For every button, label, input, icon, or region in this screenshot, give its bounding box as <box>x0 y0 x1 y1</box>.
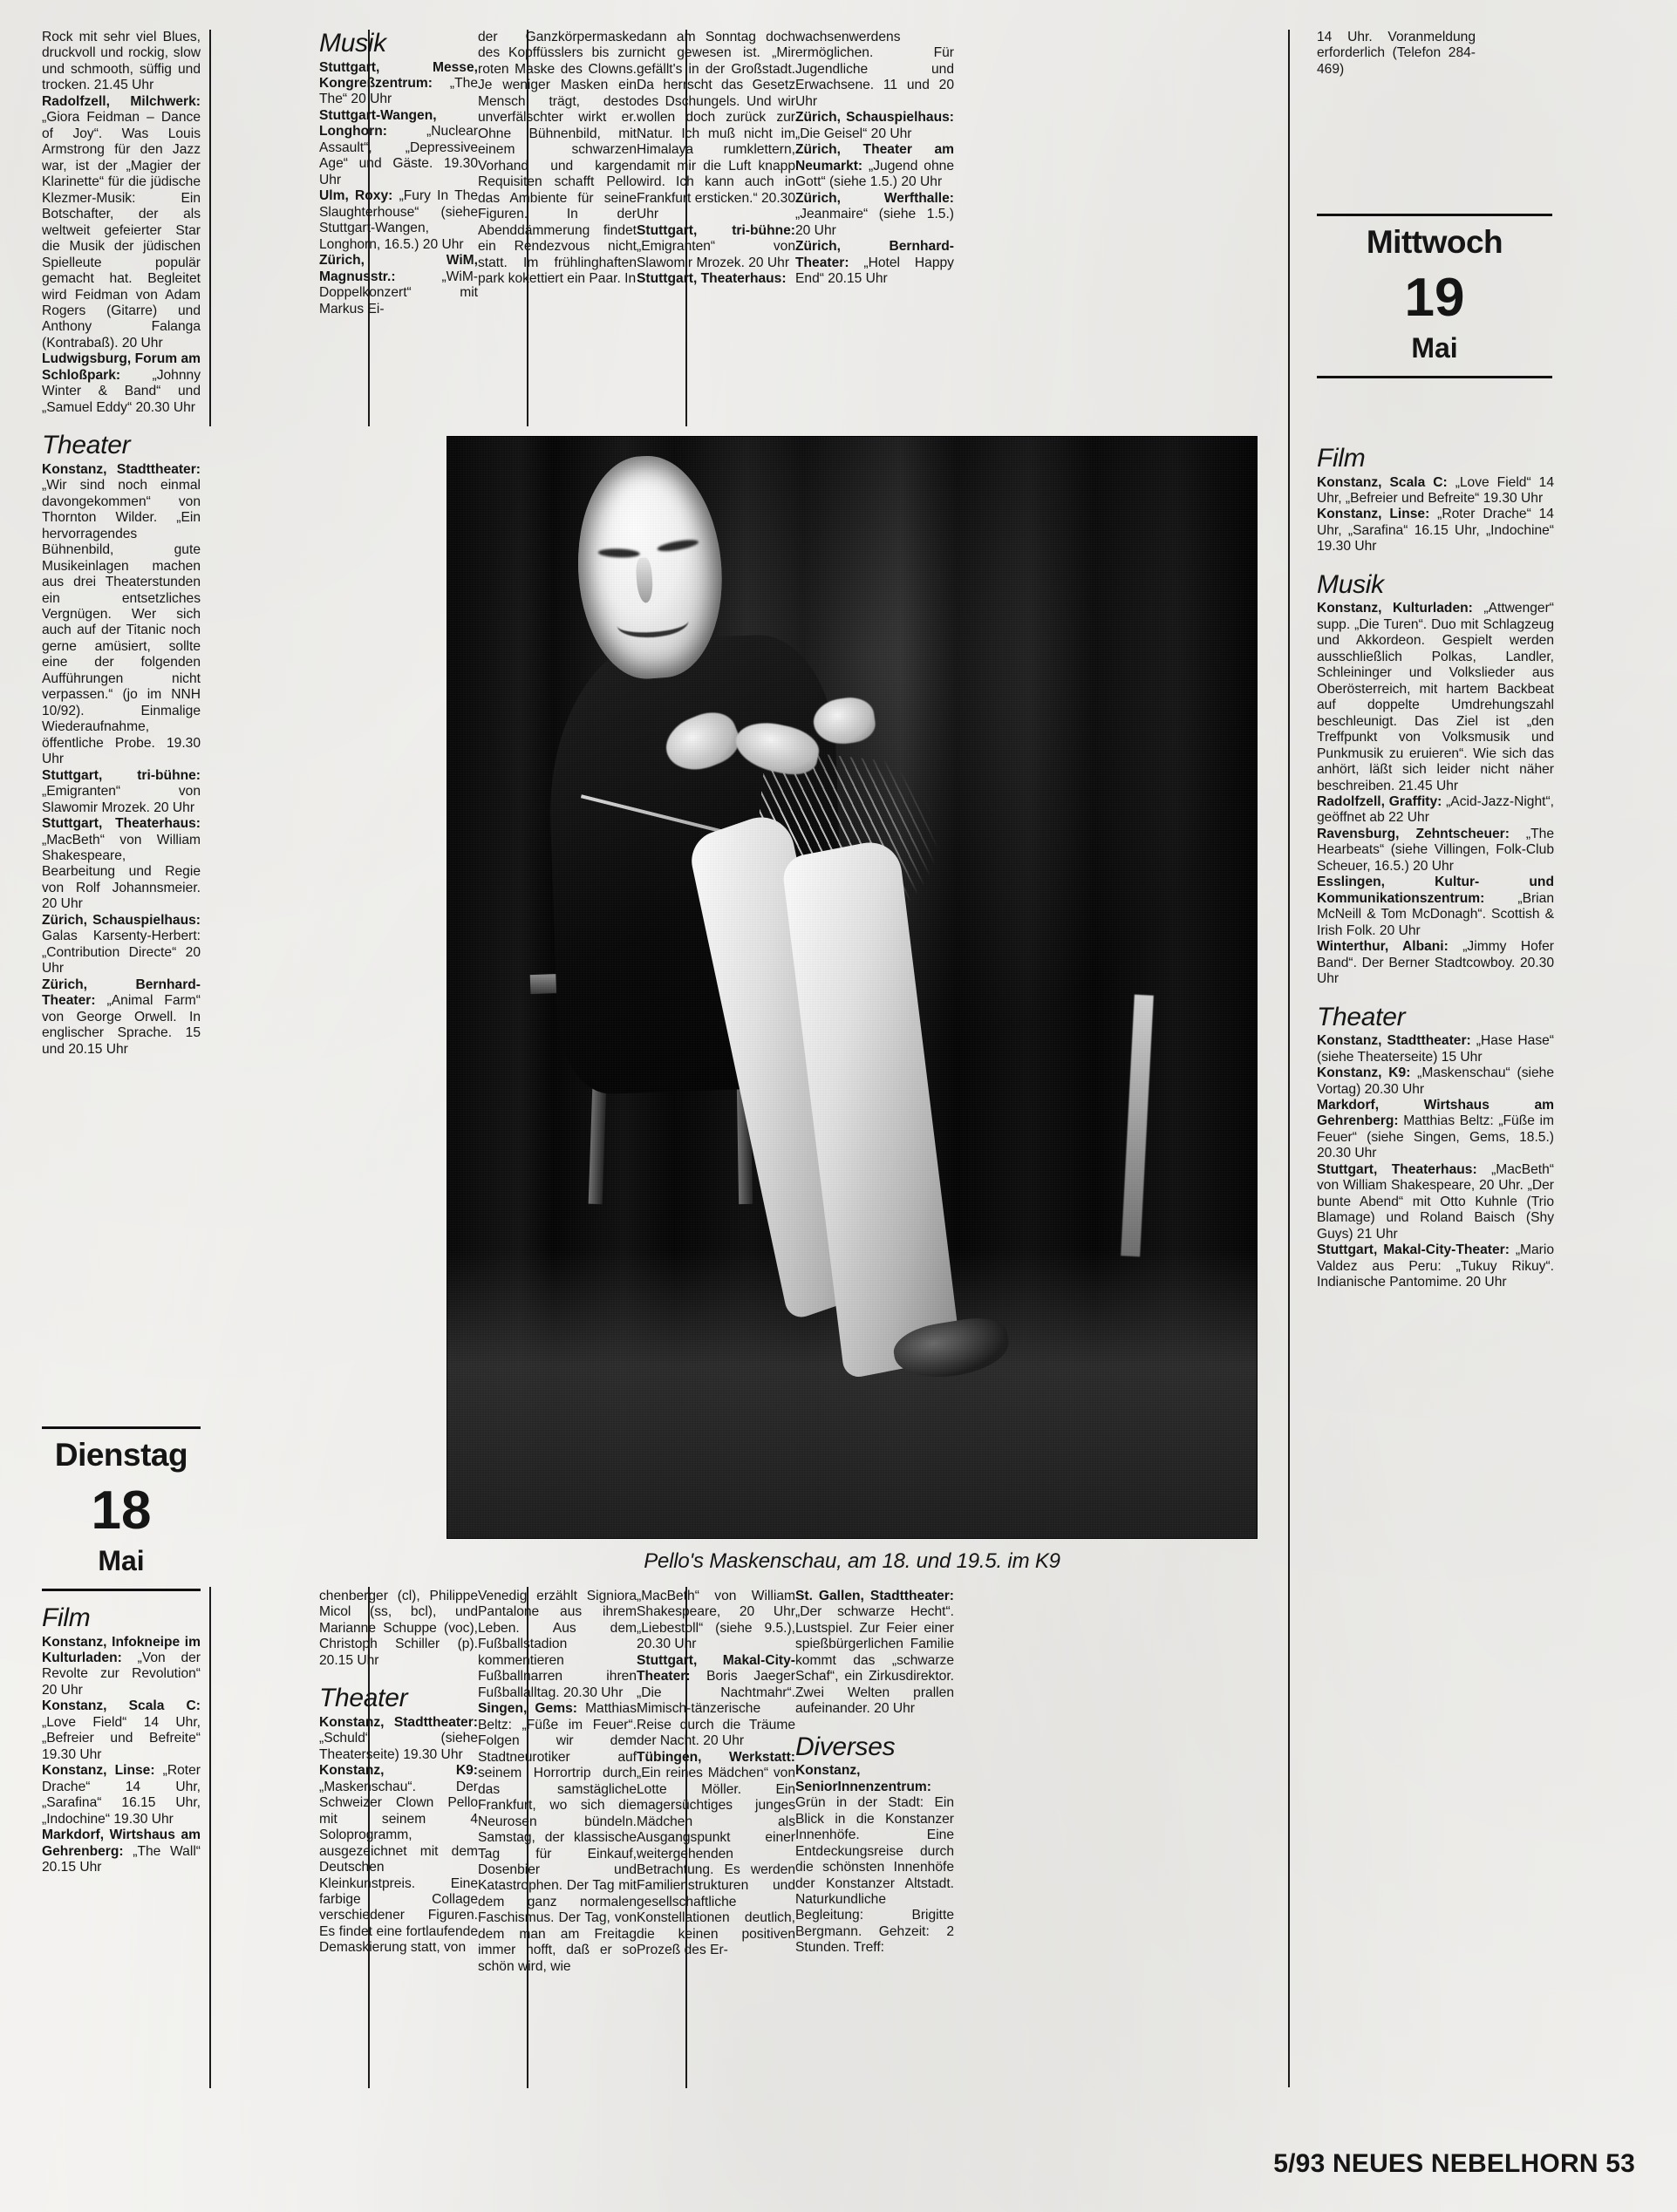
date-day-number: 19 <box>1404 267 1465 328</box>
entry-text: „Roter Drache“ 14 Uhr, „Sarafina“ 16.15 Uhr, „Indochine“ 19.30 Uhr <box>1317 507 1554 555</box>
entry-text: „The The“ 20 Uhr <box>319 75 478 107</box>
entry-text: „Fury In The Slaughterhouse“ (siehe Stuttgart-Wangen, Longhorn, 16.5.) 20 Uhr <box>319 188 478 252</box>
entry-text: Galas Karsenty-Herbert: „Contribution Directe“ 20 Uhr <box>42 929 201 977</box>
entry-text: „Attwenger“ supp. „Die Turen“. Duo mit Schlagzeug und Akkordeon. Gespielt werden ausschließlich Polkas, Landler, Schleininger und Volkslieder aus Oberösterreich, mit hartem Backbeat auf doppelte Umdrehungszahl beschleunigt. Das Ziel ist „den Treffpunkt von Volksmusik und Punkmusik zu eruieren“. Wie sich das anhört, läßt sich leider nicht näher beschreiben. 21.45 Uhr <box>1317 601 1554 793</box>
entry-venue: Stuttgart, Makal-City-Theater: <box>1317 1242 1510 1258</box>
entry-text: „Maskenschau“ (siehe Vortag) 20.30 Uhr <box>1317 1065 1554 1097</box>
entry-venue: Zürich, Bernhard-Theater: <box>795 239 954 270</box>
entry-venue: Konstanz, Stadttheater: <box>319 1714 478 1730</box>
column-3-lower <box>478 1589 637 1975</box>
date-block-dienstag <box>42 1426 201 1591</box>
section-heading-diverses: Diverses <box>795 1732 896 1761</box>
photo-caption: Pello's Maskenschau, am 18. und 19.5. im K9 <box>644 1549 1060 1573</box>
date-month: Mai <box>1411 332 1458 364</box>
entry-venue: Zürich, Bernhard-Theater: <box>42 977 201 1009</box>
photo-mask-eye <box>598 548 640 559</box>
entry-text: „Die Geisel“ 20 Uhr <box>795 126 912 141</box>
section-heading-theater: Theater <box>319 1684 408 1713</box>
column-6 <box>1317 445 1554 1291</box>
date-month: Mai <box>98 1545 145 1577</box>
entry-text: „Jimmy Hofer Band“. Der Berner Stadtcowboy. 20.30 Uhr <box>1317 939 1554 987</box>
entry-venue: Singen, Gems: <box>478 1701 577 1717</box>
entry-text: „Emigranten“ von Slawomir Mrozek. 20 Uhr <box>637 239 795 270</box>
entry-venue: Konstanz, Stadttheater: <box>1317 1033 1471 1049</box>
column-rule-5 <box>1288 30 1290 2087</box>
entry-singen-gems <box>478 1701 637 1975</box>
entry-stuttgart-messe <box>319 60 478 108</box>
entry-stuttgart-tribuehne <box>42 768 201 816</box>
column-2-lower <box>319 1589 478 1957</box>
entry-venue: Konstanz, K9: <box>1317 1065 1411 1081</box>
entry-continuation: „MacBeth“ von William Shakespeare, 20 Uhr „Liebestoll“ (siehe 9.5.), 20.30 Uhr <box>637 1589 795 1652</box>
entry-zuerich-bernhard-theater <box>42 977 201 1058</box>
entry-zuerich-theater-am-neumarkt <box>795 142 954 190</box>
entry-text: „Jeanmaire“ (siehe 1.5.) 20 Uhr <box>795 207 954 238</box>
column-2 <box>319 30 478 317</box>
entry-text: „Mario Valdez aus Peru: „Tukuy Rikuy“. Indianische Pantomime. 20 Uhr <box>1317 1242 1554 1290</box>
entry-continuation: der Ganzkörpermaske des Kopffüsslers bis zur roten Maske des Clowns. Je weniger Masken ein Mensch trägt, desto unverfälschter wirkt er. Ohne Bühnenbild, mit einem schwarzen Vorhand und kargen Requisiten schafft Pello das Ambiente für seine Figuren. In der Abenddämmerung findet ein Rendezvous nicht statt. Im frühlinghaften park kokettiert ein Paar. In <box>478 30 637 287</box>
column-1-lower <box>42 1604 201 1876</box>
column-rule-1 <box>209 30 211 426</box>
entry-venue: Konstanz, Linse: <box>42 1763 155 1779</box>
entry-venue: Ludwigsburg, Forum am Schloßpark: <box>42 351 201 383</box>
section-heading-theater: Theater <box>42 431 131 460</box>
entry-konstanz-linse <box>42 1763 201 1827</box>
entry-text: „Nuclear Assault“, „Depressive Age“ und Gäste. 19.30 Uhr <box>319 124 478 187</box>
entry-text: „Brian McNeill & Tom McDonagh“. Scottish & Irish Folk. 20 Uhr <box>1317 890 1554 938</box>
entry-konstanz-k9-maskenschau <box>319 1763 478 1957</box>
entry-text: „The Hearbeats“ (siehe Villingen, Folk-Club Scheuer, 16.5.) 20 Uhr <box>1317 826 1554 874</box>
entry-stuttgart-theaterhaus <box>637 271 795 287</box>
column-rule-1b <box>209 1587 211 2088</box>
entry-konstanz-linse <box>1317 507 1554 555</box>
entry-text: „WiM-Doppelkonzert“ mit Markus Ei- <box>319 269 478 316</box>
entry-ravensburg-zehntscheuer <box>1317 827 1554 875</box>
entry-venue: St. Gallen, Stadttheater: <box>795 1589 954 1603</box>
entry-text: „MacBeth“ von William Shakespeare, 20 Uhr. „Der bunte Abend“ mit Otto Kuhnle (Trio Blamage) und Roland Baisch (Shy Guys) 21 Uhr <box>1317 1161 1554 1242</box>
photo-mask-nose <box>635 557 654 603</box>
entry-venue: Konstanz, K9: <box>319 1763 478 1779</box>
entry-venue: Tübingen, Werkstatt: <box>637 1749 795 1765</box>
entry-zuerich-schauspielhaus <box>795 110 954 142</box>
entry-venue: Zürich, Schauspielhaus: <box>795 110 954 126</box>
entry-konstanz-stadttheater-hase-hase <box>1317 1033 1554 1065</box>
entry-konstanz-kulturladen <box>1317 601 1554 794</box>
page-footer: 5/93 NEUES NEBELHORN 53 <box>1273 2149 1635 2178</box>
entry-continuation: dann am Sonntag doch nicht gewesen ist. „Mir gefällt's in der Großstadt. Da herrscht das Gesetz des Dschungels. Und wir wollen doch zurück zur Natur. Ich muß nicht im Himalaya rumklettern, damit mir die Luft knapp wird. Ich kann auch in Frankfurt ersticken.“ 20.30 Uhr <box>637 30 796 222</box>
entry-zuerich-bernhard-theater <box>795 239 954 287</box>
entry-venue: Zürich, Theater am Neumarkt: <box>795 142 954 174</box>
entry-venue: Stuttgart, Theaterhaus: <box>637 271 787 287</box>
entry-text: „Jugend ohne Gott“ (siehe 1.5.) 20 Uhr <box>795 158 954 190</box>
entry-konstanz-infokneipe <box>42 1635 201 1699</box>
photo-mask-mouth <box>616 607 689 640</box>
entry-radolfzell-milchwerk <box>42 94 201 352</box>
entry-radolfzell-graffity <box>1317 794 1554 827</box>
entry-venue: Stuttgart, Theaterhaus: <box>42 816 201 832</box>
date-block-mittwoch <box>1317 214 1552 378</box>
entry-text: „Hotel Happy End“ 20.15 Uhr <box>795 255 954 287</box>
entry-konstanz-scala-c <box>1317 475 1554 507</box>
entry-text: „Hase Hase“ (siehe Theaterseite) 15 Uhr <box>1317 1033 1554 1065</box>
entry-continuation: 14 Uhr. Voranmeldung erforderlich (Telefon 284-469) <box>1317 30 1476 77</box>
entry-zuerich-werfthalle <box>795 191 954 239</box>
column-3 <box>478 30 637 288</box>
entry-ulm-roxy <box>319 188 478 253</box>
column-5 <box>795 30 954 288</box>
entry-stuttgart-makal-city-theater <box>637 1653 795 1750</box>
entry-stgallen-stadttheater <box>795 1589 954 1718</box>
section-heading-musik: Musik <box>1317 569 1384 599</box>
entry-venue: Zürich, WiM, Magnusstr.: <box>319 253 478 284</box>
entry-konstanz-seniorinnenzentrum <box>795 1763 954 1957</box>
entry-continuation: Venedig erzählt Signiora Pantalone aus ihrem Leben. Aus dem Fußballstadion kommentieren Fußballnarren ihren Fußballalltag. 20.30 Uhr <box>478 1589 637 1700</box>
entry-venue: Radolfzell, Graffity: <box>1317 793 1442 809</box>
entry-venue: Markdorf, Wirtshaus am Gehrenberg: <box>42 1827 201 1859</box>
entry-stuttgart-theaterhaus <box>42 816 201 913</box>
entry-venue: Konstanz, SeniorInnenzentrum: <box>795 1763 931 1794</box>
photo-image <box>447 436 1258 1539</box>
date-weekday: Mittwoch <box>1366 224 1503 260</box>
entry-text: „Johnny Winter & Band“ und „Samuel Eddy“ 20.30 Uhr <box>42 367 201 415</box>
column-1 <box>42 30 201 1058</box>
entry-konstanz-stadttheater <box>42 462 201 768</box>
entry-konstanz-k9-maskenschau <box>1317 1065 1554 1098</box>
entry-text: „MacBeth“ von William Shakespeare, Bearbeitung und Regie von Rolf Johannsmeier. 20 Uhr <box>42 832 201 912</box>
section-heading-theater: Theater <box>1317 1002 1406 1031</box>
entry-tuebingen-werkstatt <box>637 1750 795 1959</box>
entry-venue: Konstanz, Infokneipe im Kulturladen: <box>42 1634 201 1665</box>
entry-zuerich-schauspielhaus <box>42 913 201 977</box>
date-day-number: 18 <box>91 1480 152 1541</box>
entry-ludwigsburg-forum <box>42 351 201 416</box>
entry-venue: Winterthur, Albani: <box>1317 939 1449 955</box>
entry-venue: Markdorf, Wirtshaus am Gehrenberg: <box>1317 1097 1554 1129</box>
photo-mask-eye <box>657 538 699 554</box>
entry-continuation: Rock mit sehr viel Blues, druckvoll und rockig, slow und schmooth, süffig und trocken. 21.45 Uhr <box>42 30 201 93</box>
entry-text: Matthias Beltz: „Füße im Feuer“. Folgen wir dem Stadtneurotiker auf seinem Horrortrip durch das samstägliche Frankfurt, wo sich die Neurosen bündeln. Samstag, der klassische Tag für Einkauf, Dosenbier und Katastrophen. Der Tag mit dem ganz normalen Faschismus. Der Tag, von dem man am Freitag immer hofft, daß er so schön wird, wie <box>478 1701 637 1974</box>
entry-text: Matthias Beltz: „Füße im Feuer“ (siehe Singen, Gems, 18.5.) 20.30 Uhr <box>1317 1113 1554 1161</box>
column-4-lower <box>637 1589 795 1959</box>
entry-stuttgart-makal-city-theater <box>1317 1242 1554 1290</box>
entry-text: „Wir sind noch einmal davongekommen“ von Thornton Wilder. „Ein hervorragendes Bühnenbild, gute Musikeinlagen machen aus drei Theaterstunden ein entsetzliches Vergnügen. Wer sich auch auf der Titanic noch gerne amüsiert, sollte eine der folgenden Aufführungen nicht verpassen.“ (jo im NNH 10/92). Einmalige Wiederaufnahme, öffentliche Probe. 19.30 Uhr <box>42 478 201 767</box>
entry-text: „Der schwarze Hecht“. Lustspiel. Zur Feier einer spießbürgerlichen Familie kommt das „schwarze Schaf“, ein Zirkusdirektor. Zwei Welten prallen aufeinander. 20 Uhr <box>795 1604 954 1717</box>
entry-zuerich-wim <box>319 253 478 317</box>
entry-text: „Ein reines Mädchen“ von Lotte Möller. Ein magersüchtiges junges Mädchen als Ausgangspunkt einer weitergehenden Betrachtung. Es werden Familienstrukturen und gesellschaftliche Konstellationen deutlich, die keinen positiven Prozeß des Er- <box>637 1766 795 1958</box>
column-4 <box>637 30 795 288</box>
entry-text: Grün in der Stadt: Ein Blick in die Konstanzer Innenhöfe. Eine Entdeckungsreise durch die schönsten Innenhöfe der Konstanzer Altstadt. Naturkundliche Begleitung: Brigitte Bergmann. Gehzeit: 2 Stunden. Treff: <box>795 1795 954 1956</box>
photo-figure <box>447 436 1258 1574</box>
entry-text: „Von der Revolte zur Revolution“ 20 Uhr <box>42 1650 201 1698</box>
entry-text: „Schuld“ (siehe Theaterseite) 19.30 Uhr <box>319 1731 478 1762</box>
entry-venue: Stuttgart, tri-bühne: <box>42 767 201 783</box>
entry-text: „Maskenschau“. Der Schweizer Clown Pello mit seinem 4 Soloprogramm, ausgezeichnet mit dem Deutschen Kleinkunstpreis. Eine farbige Collage verschiedener Figuren. Es findet eine fortlaufende Demaskierung statt, von <box>319 1779 478 1956</box>
column-6-top <box>1317 30 1476 78</box>
entry-venue: Konstanz, Scala C: <box>42 1698 201 1714</box>
entry-text: „Love Field“ 14 Uhr, „Befreier und Befreite“ 19.30 Uhr <box>1317 474 1555 506</box>
entry-venue: Zürich, Schauspielhaus: <box>42 912 201 928</box>
entry-text: „The Wall“ 20.15 Uhr <box>42 1843 201 1875</box>
entry-text: „Roter Drache“ 14 Uhr, „Sarafina“ 16.15 Uhr, „Indochine“ 19.30 Uhr <box>42 1763 201 1827</box>
entry-venue: Zürich, Werfthalle: <box>795 190 954 206</box>
entry-stuttgart-theaterhaus <box>1317 1162 1554 1242</box>
entry-konstanz-scala-c <box>42 1698 201 1763</box>
entry-text: „Acid-Jazz-Night“, geöffnet ab 22 Uhr <box>1317 793 1554 826</box>
column-5-lower <box>795 1589 954 1957</box>
entry-text: „Emigranten“ von Slawomir Mrozek. 20 Uhr <box>42 784 201 815</box>
entry-venue: Stuttgart, Makal-City-Theater: <box>637 1652 795 1685</box>
entry-esslingen-kultur-kommunikationszentrum <box>1317 875 1554 939</box>
entry-venue: Stuttgart, tri-bühne: <box>637 222 795 238</box>
entry-text: Boris Jaeger „Die Nachtmahr“. Mimisch-tänzerische Reise durch die Träume der Nacht. 20 Uhr <box>637 1669 795 1749</box>
entry-text: „Giora Feidman – Dance of Joy“. Was Louis Armstrong für den Jazz war, ist der „Magier der Klarinette“ für die jüdische Klezmer-Musik: Ein Botschafter, der als weltweit gefeierter Star die Musik der jüdischen Spielleute populär gemacht hat. Begleitet wird Feidman von Adam Rogers (Gitarre) und Anthony Falanga (Kontrabaß). 20 Uhr <box>42 110 201 351</box>
entry-venue: Konstanz, Kulturladen: <box>1317 601 1473 616</box>
section-heading-musik: Musik <box>319 29 386 58</box>
section-heading-film: Film <box>1317 444 1366 473</box>
entry-stuttgart-tribuehne <box>637 223 795 271</box>
entry-continuation: chenberger (cl), Philippe Micol (ss, bcl), und Marianne Schuppe (voc), Christoph Schiller (p). 20.15 Uhr <box>319 1589 478 1668</box>
entry-stuttgart-wangen-longhorn <box>319 108 478 188</box>
entry-venue: Stuttgart, Messe, Kongreßzentrum: <box>319 59 478 91</box>
entry-text: „Love Field“ 14 Uhr, „Befreier und Befreite“ 19.30 Uhr <box>42 1714 201 1762</box>
entry-venue: Stuttgart, Theaterhaus: <box>1317 1161 1477 1177</box>
entry-winterthur-albani <box>1317 939 1554 987</box>
section-heading-film: Film <box>42 1603 91 1632</box>
entry-markdorf-wirtshaus <box>1317 1098 1554 1162</box>
entry-venue: Ravensburg, Zehntscheuer: <box>1317 826 1510 841</box>
entry-venue: Esslingen, Kultur- und Kommunikationszentrum: <box>1317 875 1554 906</box>
entry-venue: Konstanz, Scala C: <box>1317 474 1448 490</box>
entry-venue: Konstanz, Stadttheater: <box>42 461 201 477</box>
entry-venue: Konstanz, Linse: <box>1317 507 1430 522</box>
entry-venue: Radolfzell, Milchwerk: <box>42 93 201 109</box>
date-weekday: Dienstag <box>54 1437 188 1473</box>
entry-markdorf-wirtshaus <box>42 1827 201 1875</box>
entry-konstanz-stadttheater-schuld <box>319 1715 478 1763</box>
entry-venue: Stuttgart-Wangen, Longhorn: <box>319 107 437 140</box>
entry-venue: Ulm, Roxy: <box>319 188 393 204</box>
entry-text: „Animal Farm“ von George Orwell. In englischer Sprache. 15 und 20.15 Uhr <box>42 993 201 1057</box>
entry-continuation: wachsenwerdens ermöglichen. Für Jugendliche und Erwachsene. 11 und 20 Uhr <box>795 30 954 109</box>
